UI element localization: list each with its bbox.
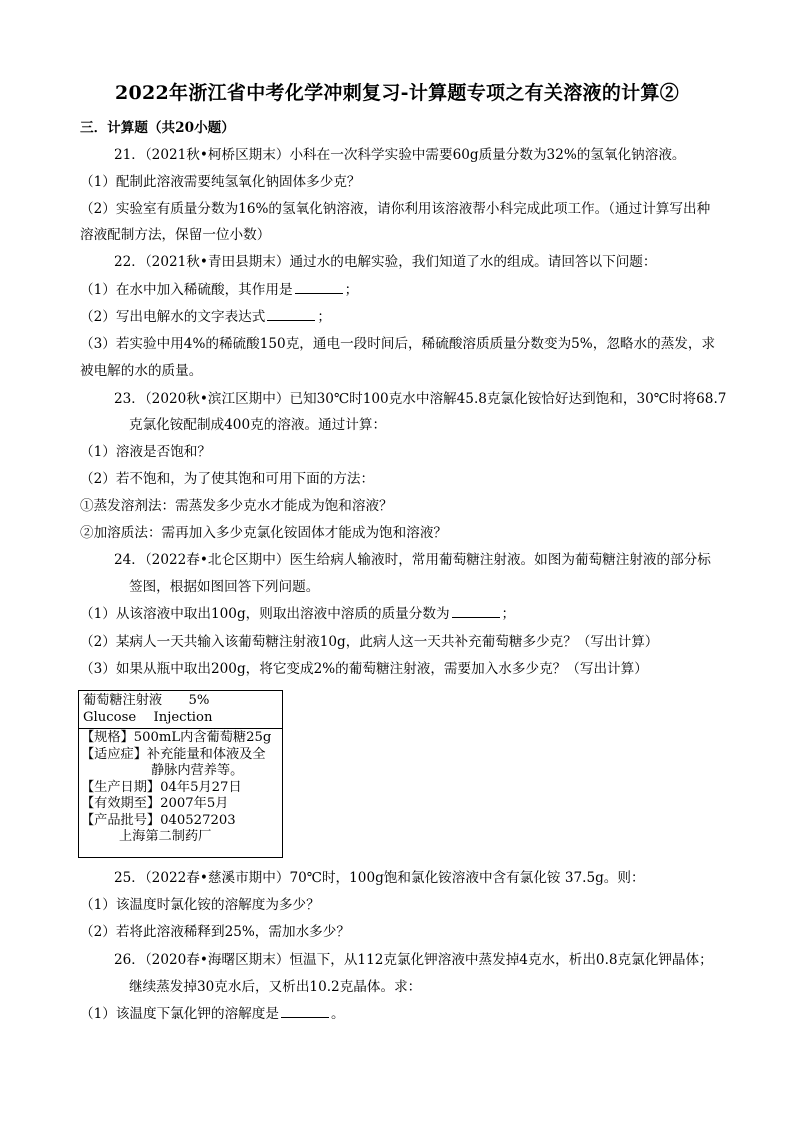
q23-part2: （2）若不饱和，为了使其饱和可用下面的方法： [80,471,375,487]
label-indication-cont: 静脉内营养等。 [151,763,244,778]
q21-stem: 21．（2021秋•柯桥区期末）小科在一次科学实验中需要60g质量分数为32%的氢氧化钠溶液。 [114,147,686,163]
q26-stem-cont: 继续蒸发掉30克水后，又析出10.2克晶体。求： [129,979,422,995]
label-manufacturer: 上海第二制药厂 [119,829,212,844]
q22-part2-text: （2）写出电解水的文字表达式 [80,309,266,325]
label-header [79,691,282,729]
q24-part1-text: （1）从该溶液中取出100g，则取出溶液中溶质的质量分数为 [80,606,450,622]
q24-part2: （2）某病人一天共输入该葡萄糖注射液10g，此病人这一天共补充葡萄糖多少克？（写出计算） [80,634,659,650]
q26-part1-end: 。 [330,1006,345,1022]
q26-part1 [80,1005,345,1023]
label-production-date: 【生产日期】04年5月27日 [81,779,242,795]
answer-blank [281,1005,329,1018]
q21-part1: （1）配制此溶液需要纯氢氧化钠固体多少克？ [80,174,361,190]
answer-blank [267,308,315,321]
q24-part3: （3）如果从瓶中取出200g，将它变成2%的葡萄糖注射液，需要加入水多少克？（写出计算） [80,661,648,677]
q23-part1: （1）溶液是否饱和？ [80,444,211,460]
q25-part2: （2）若将此溶液稀释到25%，需加水多少？ [80,924,350,940]
label-body [79,729,282,846]
q26-stem: 26．（2020春•海曙区期末）恒温下，从112克氯化钾溶液中蒸发掉4克水，析出0.8克氯化钾晶体； [114,952,713,968]
q23-stem: 23．（2020秋•滨江区期中）已知30℃时100克水中溶解45.8克氯化铵恰好达到饱和，30℃时将68.7 [114,391,727,407]
answer-blank [452,605,500,618]
q25-part1: （1）该温度时氯化铵的溶解度为多少？ [80,897,320,913]
q23-method2: ②加溶质法：需再加入多少克氯化铵固体才能成为饱和溶液？ [80,525,448,541]
answer-blank [295,281,343,294]
q22-part1-end: ； [344,282,359,298]
q21-part2-cont: 溶液配制方法，保留一位小数） [80,227,271,243]
q22-part1-text: （1）在水中加入稀硫酸，其作用是 [80,282,293,298]
label-indication: 【适应症】补充能量和体液及全 [81,746,266,762]
page-title: 2022年浙江省中考化学冲刺复习-计算题专项之有关溶液的计算② [114,82,680,104]
q24-stem-cont: 签图，根据如图回答下列问题。 [129,579,320,595]
q24-part1-end: ； [501,606,516,622]
q21-part2: （2）实验室有质量分数为16%的氢氧化钠溶液，请你利用该溶液帮小科完成此项工作。（通过计算写出种 [80,201,711,217]
q23-stem-cont: 克氯化铵配制成400克的溶液。通过计算： [129,417,387,433]
q22-part2-end: ； [317,309,331,325]
q22-part2 [80,308,331,326]
q22-part1 [80,281,358,299]
q24-part1 [80,605,515,623]
label-product-name: 葡萄糖注射液 5% [83,693,210,708]
q25-stem: 25．（2022春•慈溪市期中）70℃时，100g饱和氯化铵溶液中含有氯化铵 37.5g。则： [114,870,645,886]
label-expiry-date: 【有效期至】2007年5月 [81,796,229,811]
q22-part3: （3）若实验中用4%的稀硫酸150克，通电一段时间后，稀硫酸溶质质量分数变为5%，忽略水的蒸发，求 [80,336,716,352]
q23-method1: ①蒸发溶剂法：需蒸发多少克水才能成为饱和溶液？ [80,498,393,514]
label-product-name-en: Glucose Injection [83,709,213,725]
q22-stem: 22．（2021秋•青田县期末）通过水的电解实验，我们知道了水的组成。请回答以下问题： [114,254,657,270]
q26-part1-text: （1）该温度下氯化钾的溶解度是 [80,1006,279,1022]
label-batch-number: 【产品批号】040527203 [81,812,236,828]
q22-part3-cont: 被电解的水的质量。 [80,363,203,379]
label-spec: 【规格】500mL内含葡萄糖25g [81,730,272,745]
glucose-label-figure [78,690,283,858]
section-heading: 三．计算题（共20小题） [80,120,235,136]
q24-stem: 24．（2022春•北仑区期中）医生给病人输液时，常用葡萄糖注射液。如图为葡萄糖注射液的部分标 [114,552,711,568]
